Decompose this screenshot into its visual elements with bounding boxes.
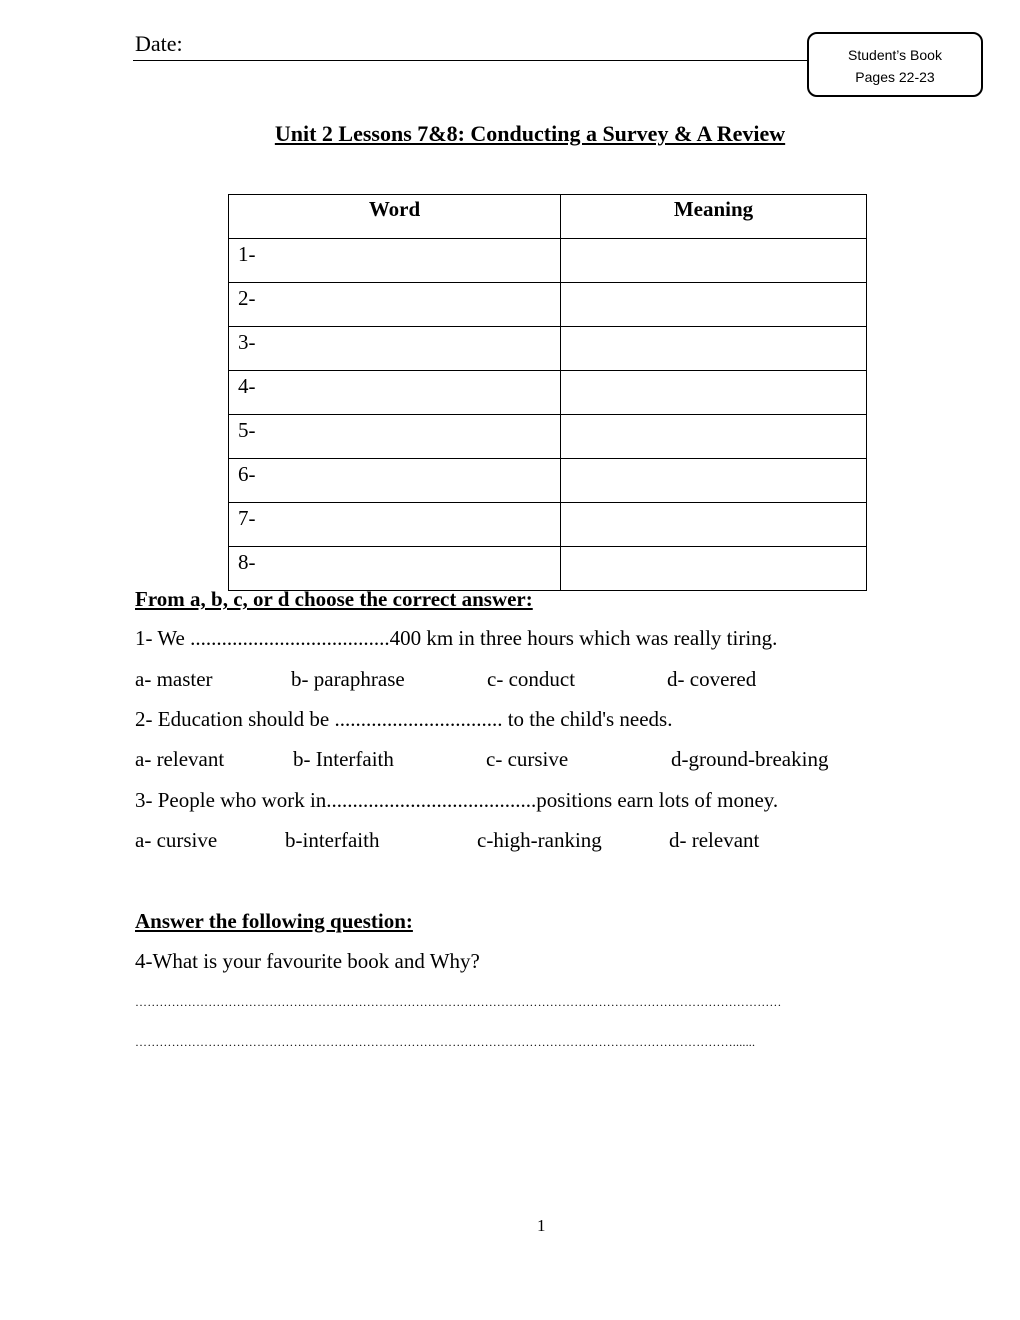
- table-row: [229, 459, 867, 503]
- word-cell[interactable]: 1-: [229, 239, 561, 283]
- meaning-cell[interactable]: [561, 415, 867, 459]
- page-number: 1: [537, 1216, 546, 1235]
- mcq-heading: From a, b, c, or d choose the correct answer:: [135, 587, 533, 611]
- badge-book-label: Student’s Book: [848, 47, 942, 63]
- badge-pages-label: Pages 22-23: [855, 69, 935, 85]
- q1-option-d: d- covered: [667, 667, 757, 691]
- table-row: [229, 371, 867, 415]
- q2-option-a: a- relevant: [135, 747, 225, 771]
- table-header-row: [229, 195, 867, 239]
- meaning-cell[interactable]: [561, 503, 867, 547]
- date-underline: [133, 60, 808, 61]
- word-header: Word: [229, 195, 561, 239]
- meaning-header: Meaning: [561, 195, 867, 239]
- table-row: [229, 547, 867, 591]
- q2-option-c: c- cursive: [486, 747, 569, 771]
- word-cell[interactable]: 6-: [229, 459, 561, 503]
- q3-option-b: b-interfaith: [285, 828, 380, 852]
- meaning-cell[interactable]: [561, 371, 867, 415]
- page-title: Unit 2 Lessons 7&8: Conducting a Survey & A Review: [274, 121, 786, 146]
- question-1: 1- We ......................................400 km in three hours which was really tiring.: [135, 626, 778, 650]
- table-row: [229, 239, 867, 283]
- open-question-heading: Answer the following question:: [135, 909, 413, 933]
- answer-line-1[interactable]: ……………………………………………………………………………………………………………………………………………: [135, 995, 782, 1009]
- question-4: 4-What is your favourite book and Why?: [135, 949, 480, 973]
- meaning-cell[interactable]: [561, 547, 867, 591]
- meaning-cell[interactable]: [561, 459, 867, 503]
- question-3: 3- People who work in........................................positions earn lots of money.: [135, 788, 779, 812]
- q3-option-d: d- relevant: [669, 828, 760, 852]
- word-cell[interactable]: 7-: [229, 503, 561, 547]
- date-label: Date:: [135, 31, 183, 56]
- table-row: [229, 415, 867, 459]
- table-row: [229, 503, 867, 547]
- q1-option-b: b- paraphrase: [291, 667, 405, 691]
- q1-option-a: a- master: [135, 667, 213, 691]
- word-cell[interactable]: 2-: [229, 283, 561, 327]
- q3-option-a: a- cursive: [135, 828, 218, 852]
- answer-line-2[interactable]: ………………………………………………………………………………………………………………………………….......: [135, 1035, 756, 1049]
- meaning-cell[interactable]: [561, 239, 867, 283]
- meaning-cell[interactable]: [561, 283, 867, 327]
- q2-option-d: d-ground-breaking: [671, 747, 829, 771]
- word-cell[interactable]: 8-: [229, 547, 561, 591]
- vocabulary-table: [228, 194, 867, 591]
- q2-option-b: b- Interfaith: [293, 747, 394, 771]
- meaning-cell[interactable]: [561, 327, 867, 371]
- students-book-badge: [807, 32, 983, 97]
- word-cell[interactable]: 4-: [229, 371, 561, 415]
- word-cell[interactable]: 5-: [229, 415, 561, 459]
- table-row: [229, 283, 867, 327]
- question-2: 2- Education should be ................................ to the child's needs.: [135, 707, 673, 731]
- table-row: [229, 327, 867, 371]
- q1-option-c: c- conduct: [487, 667, 576, 691]
- word-cell[interactable]: 3-: [229, 327, 561, 371]
- q3-option-c: c-high-ranking: [477, 828, 602, 852]
